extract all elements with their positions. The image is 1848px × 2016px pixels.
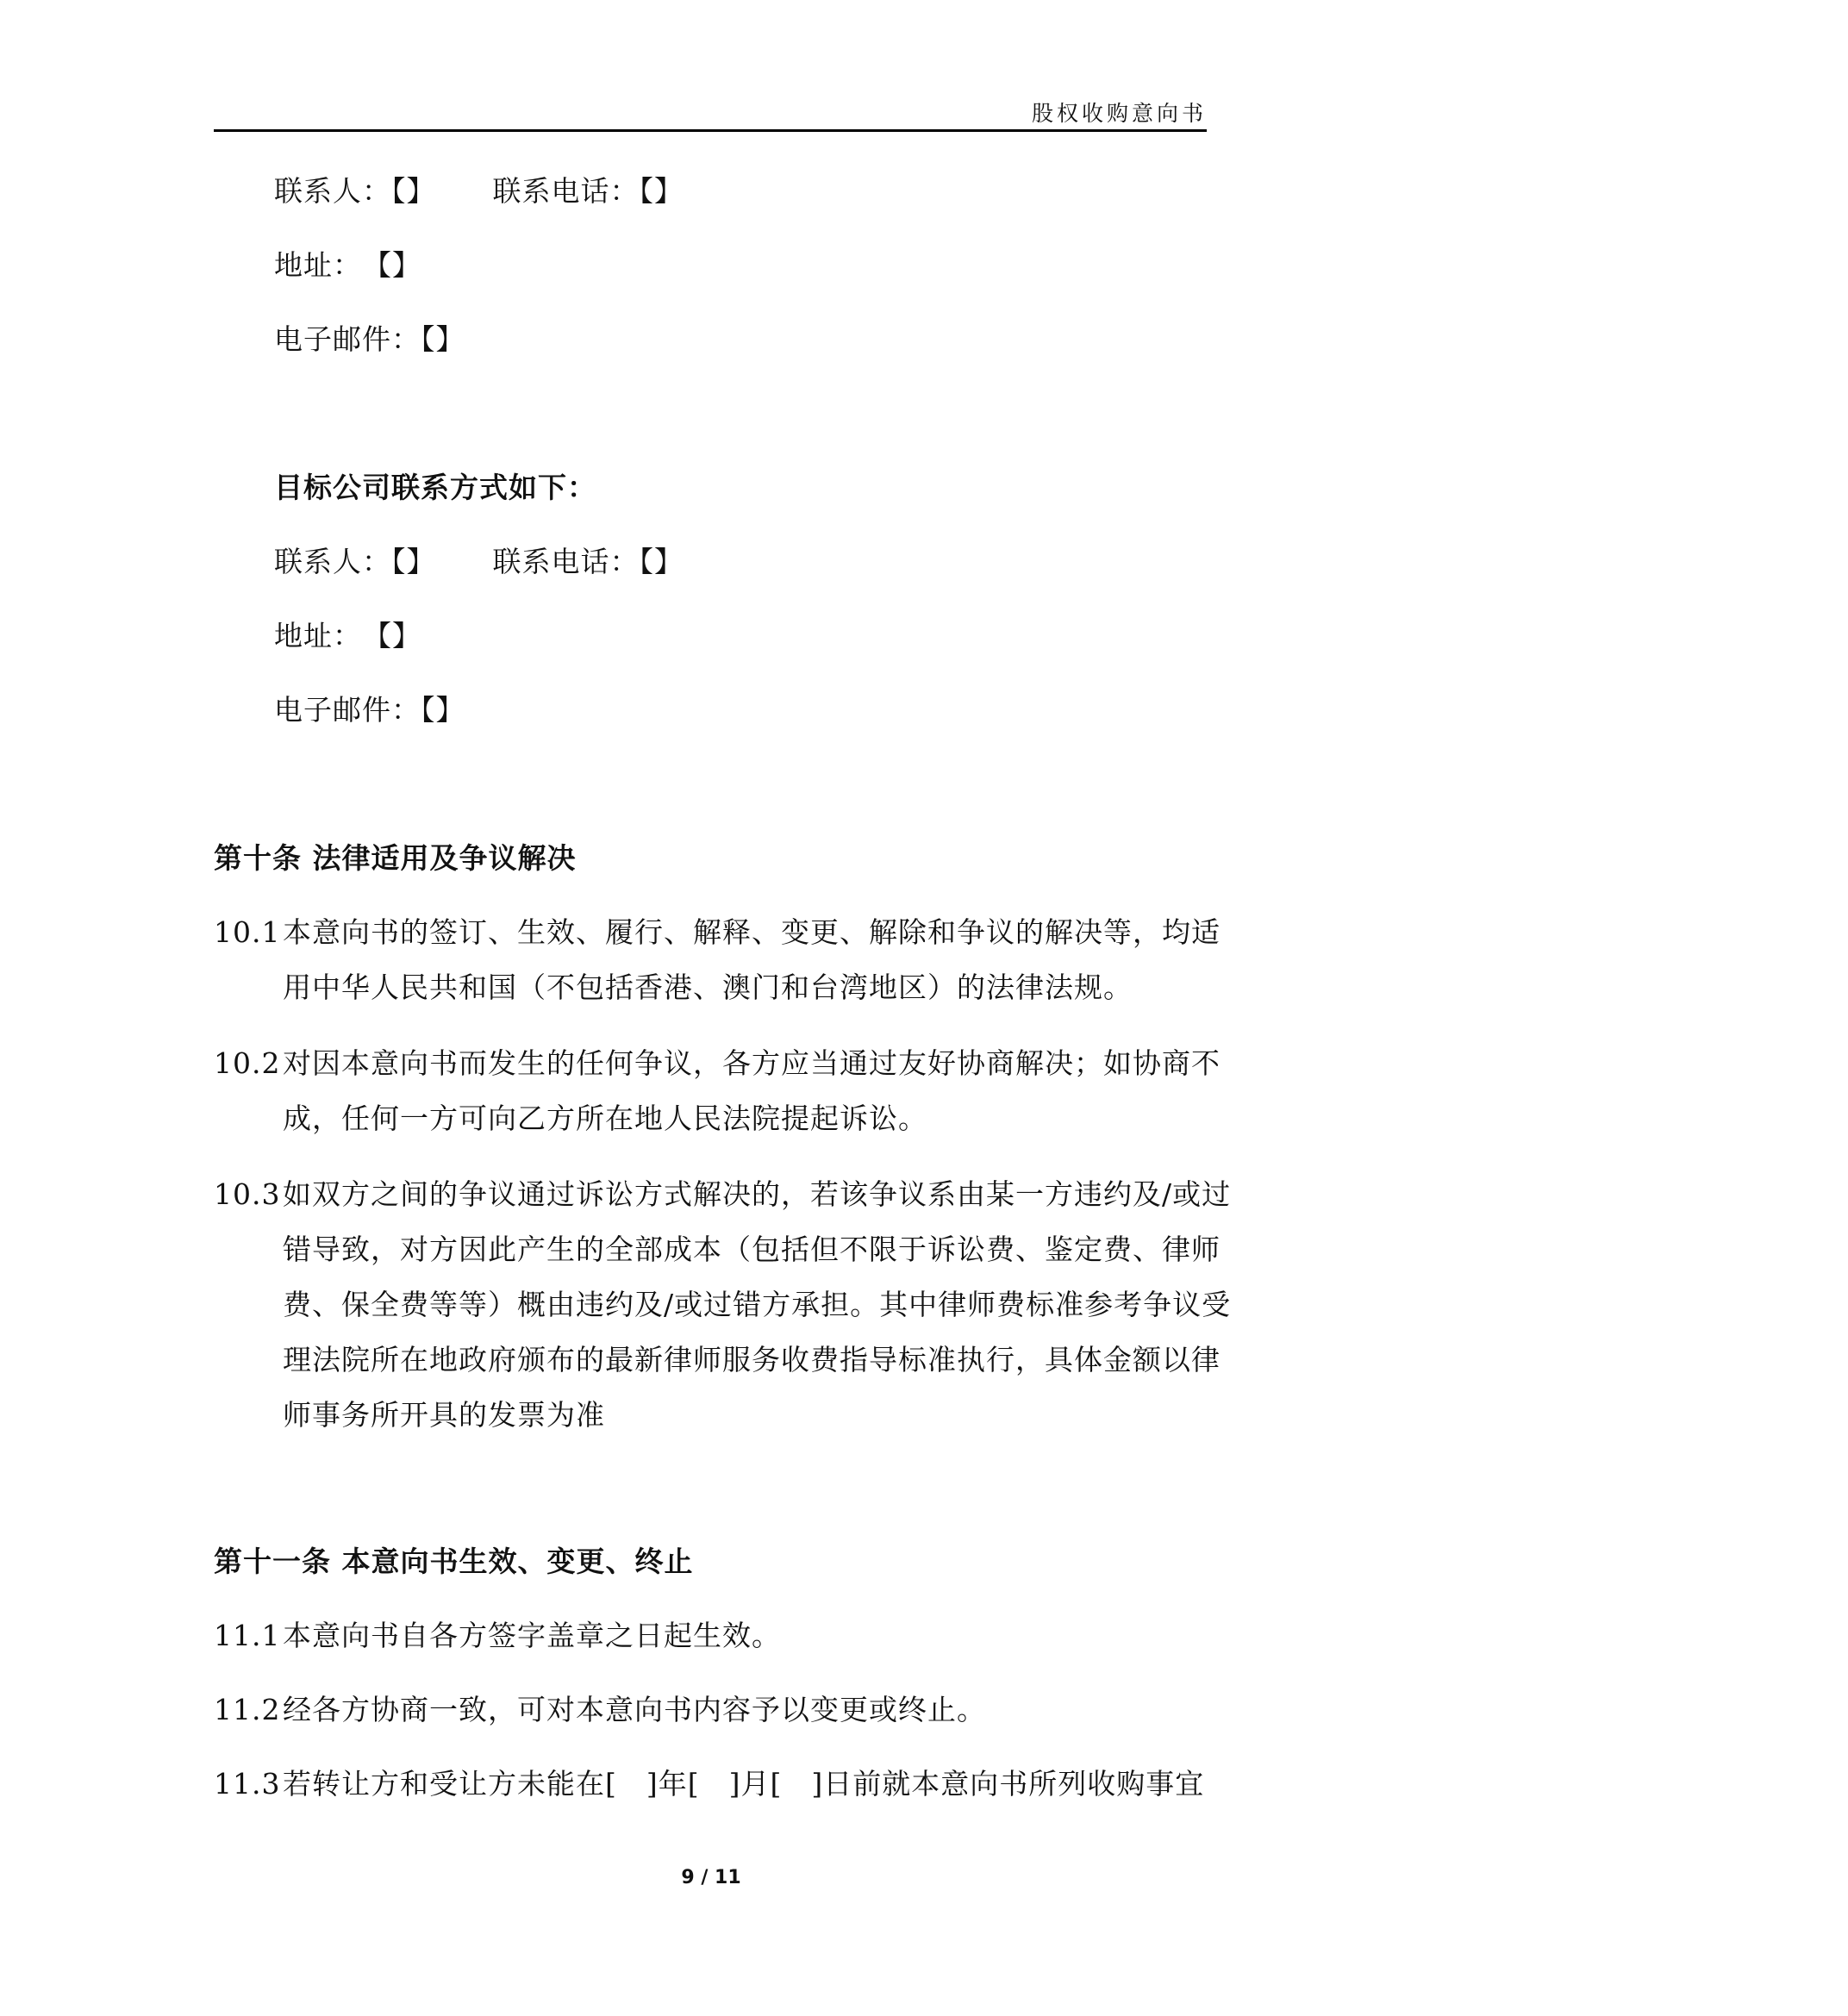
target-contact-line [274,543,684,581]
clause-text: 错导致，对方因此产生的全部成本（包括但不限于诉讼费、鉴定费、律师 [283,1233,1221,1266]
target-address-line: 地址： 【】 [274,619,421,652]
clause-number: 11.2 [214,1693,281,1726]
clause-text: 用中华人民共和国（不包括香港、澳门和台湾地区）的法律法规。 [283,971,1133,1004]
clause-text: 若转让方和受让方未能在[ ]年[ ]月[ ]日前就本意向书所列收购事宜 [283,1767,1205,1801]
target-email-line: 电子邮件：【】 [274,693,465,727]
header-rule [214,129,1207,132]
clause-11-2 [214,1691,986,1729]
clause-number: 11.3 [214,1767,281,1801]
clause-text: 成，任何一方可向乙方所在地人民法院提起诉讼。 [283,1102,927,1135]
phone-label: 联系电话：【】 [492,174,684,208]
clause-number: 11.1 [214,1619,281,1652]
target-company-heading: 目标公司联系方式如下： [274,471,596,504]
clause-text: 费、保全费等等）概由违约及/或过错方承担。其中律师费标准参考争议受 [283,1288,1232,1321]
contact-line [274,172,684,210]
clause-text: 理法院所在地政府颁布的最新律师服务收费指导标准执行，具体金额以律 [283,1343,1221,1376]
address-line: 地址： 【】 [274,248,421,282]
clause-text: 如双方之间的争议通过诉讼方式解决的，若该争议系由某一方违约及/或过 [283,1177,1232,1211]
target-contact-label: 联系人：【】 [274,545,436,578]
header-title: 股权收购意向书 [1031,101,1207,126]
clause-number: 10.1 [214,915,281,949]
clause-11-1 [214,1617,781,1655]
page-number: 9 / 11 [681,1867,741,1888]
clause-number: 10.2 [214,1046,281,1080]
article-10-heading: 第十条 法律适用及争议解决 [214,841,577,875]
clause-text: 本意向书的签订、生效、履行、解释、变更、解除和争议的解决等，均适 [283,915,1221,949]
clause-text: 师事务所开具的发票为准 [283,1398,605,1432]
clause-11-3 [214,1765,1204,1803]
clause-number: 10.3 [214,1177,281,1211]
clause-text: 经各方协商一致，可对本意向书内容予以变更或终止。 [283,1693,986,1726]
clause-text: 本意向书自各方签字盖章之日起生效。 [283,1619,781,1652]
article-11-heading: 第十一条 本意向书生效、变更、终止 [214,1545,694,1578]
email-line: 电子邮件：【】 [274,322,465,356]
target-phone-label: 联系电话：【】 [492,545,684,578]
contact-label: 联系人：【】 [274,174,436,208]
clause-text: 对因本意向书而发生的任何争议，各方应当通过友好协商解决；如协商不 [283,1046,1221,1080]
